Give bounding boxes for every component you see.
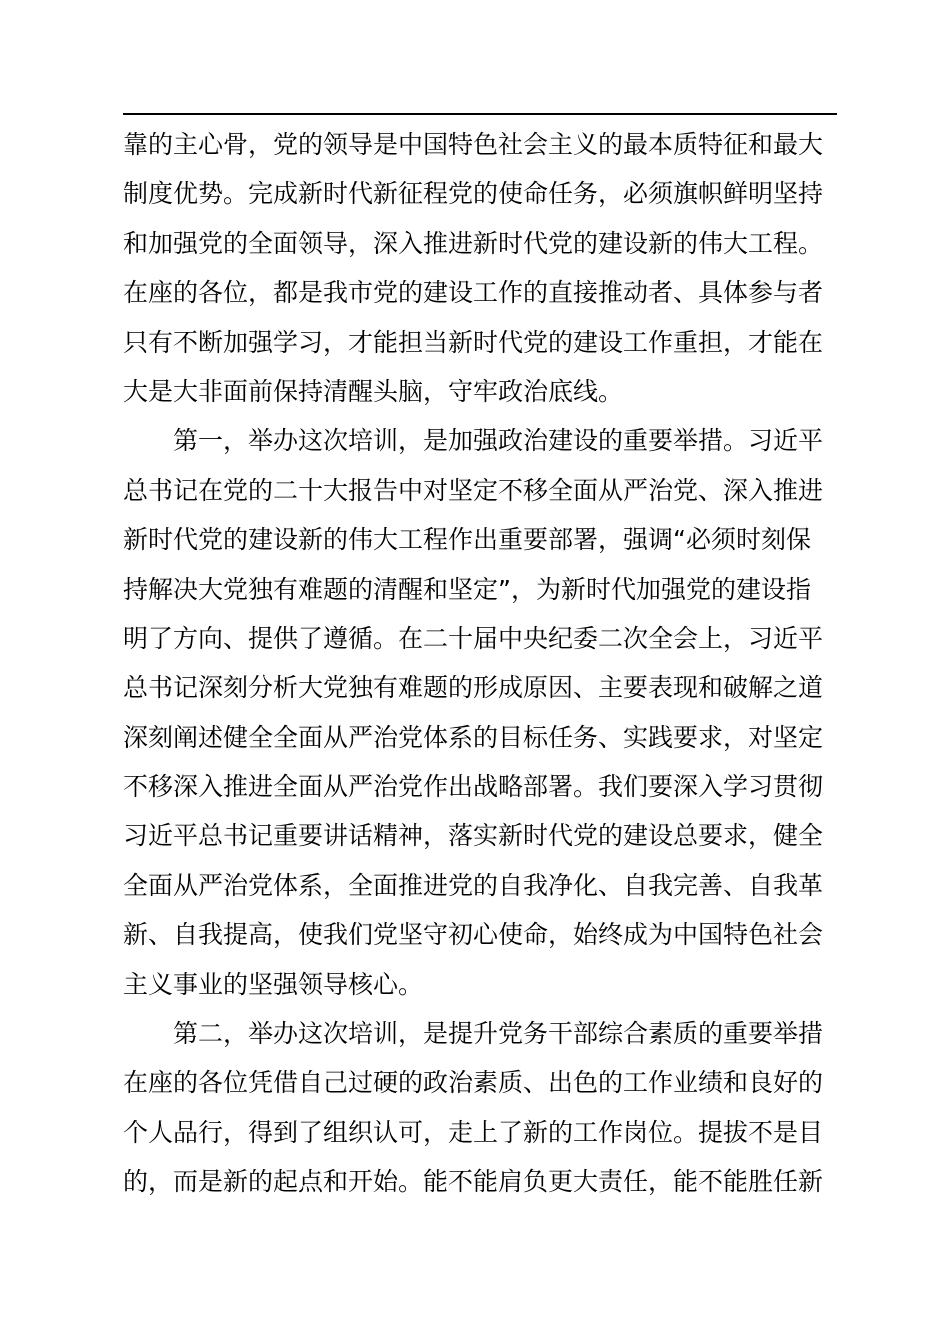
- paragraph-first-line: 第二，举办这次培训，是提升党务干部综合素质的重要举措: [173, 1019, 824, 1049]
- text-line: 新、自我提高，使我们党坚守初心使命，始终成为中国特色社会: [123, 920, 824, 950]
- text-line: 新时代党的建设新的伟大工程作出重要部署，强调“必须时刻保: [123, 525, 811, 555]
- paragraph-first-line: 第一，举办这次培训，是加强政治建设的重要举措。习近平: [173, 426, 824, 456]
- text-line: 主义事业的坚强领导核心。: [123, 969, 424, 999]
- text-line: 全面从严治党体系，全面推进党的自我净化、自我完善、自我革: [123, 870, 824, 900]
- text-line: 不移深入推进全面从严治党作出战略部署。我们要深入学习贯彻: [123, 772, 824, 802]
- text-line: 总书记在党的二十大报告中对坚定不移全面从严治党、深入推进: [123, 475, 824, 505]
- text-line: 和加强党的全面领导，深入推进新时代党的建设新的伟大工程。: [123, 228, 824, 258]
- text-line: 制度优势。完成新时代新征程党的使命任务，必须旗帜鲜明坚持: [123, 179, 824, 209]
- text-line: 靠的主心骨，党的领导是中国特色社会主义的最本质特征和最大: [123, 130, 824, 159]
- text-line: 习近平总书记重要讲话精神，落实新时代党的建设总要求，健全: [123, 821, 824, 851]
- text-line: 深刻阐述健全全面从严治党体系的目标任务、实践要求，对坚定: [123, 722, 824, 752]
- text-line: 在座的各位凭借自己过硬的政治素质、出色的工作业绩和良好的: [123, 1068, 824, 1098]
- text-line: 总书记深刻分析大党独有难题的形成原因、主要表现和破解之道: [123, 673, 824, 703]
- text-line: 持解决大党独有难题的清醒和坚定”，为新时代加强党的建设指: [123, 574, 811, 604]
- text-line: 个人品行，得到了组织认可，走上了新的工作岗位。提拔不是目: [123, 1117, 824, 1147]
- body-text: [123, 120, 837, 1207]
- text-line: 明了方向、提供了遵循。在二十届中央纪委二次全会上，习近平: [123, 623, 824, 653]
- text-line: 的，而是新的起点和开始。能不能肩负更大责任，能不能胜任新: [123, 1167, 824, 1197]
- text-line: 只有不断加强学习，才能担当新时代党的建设工作重担，才能在: [123, 327, 824, 357]
- text-line: 大是大非面前保持清醒头脑，守牢政治底线。: [123, 376, 624, 406]
- text-line: 在座的各位，都是我市党的建设工作的直接推动者、具体参与者: [123, 278, 824, 308]
- header-rule: [123, 113, 837, 115]
